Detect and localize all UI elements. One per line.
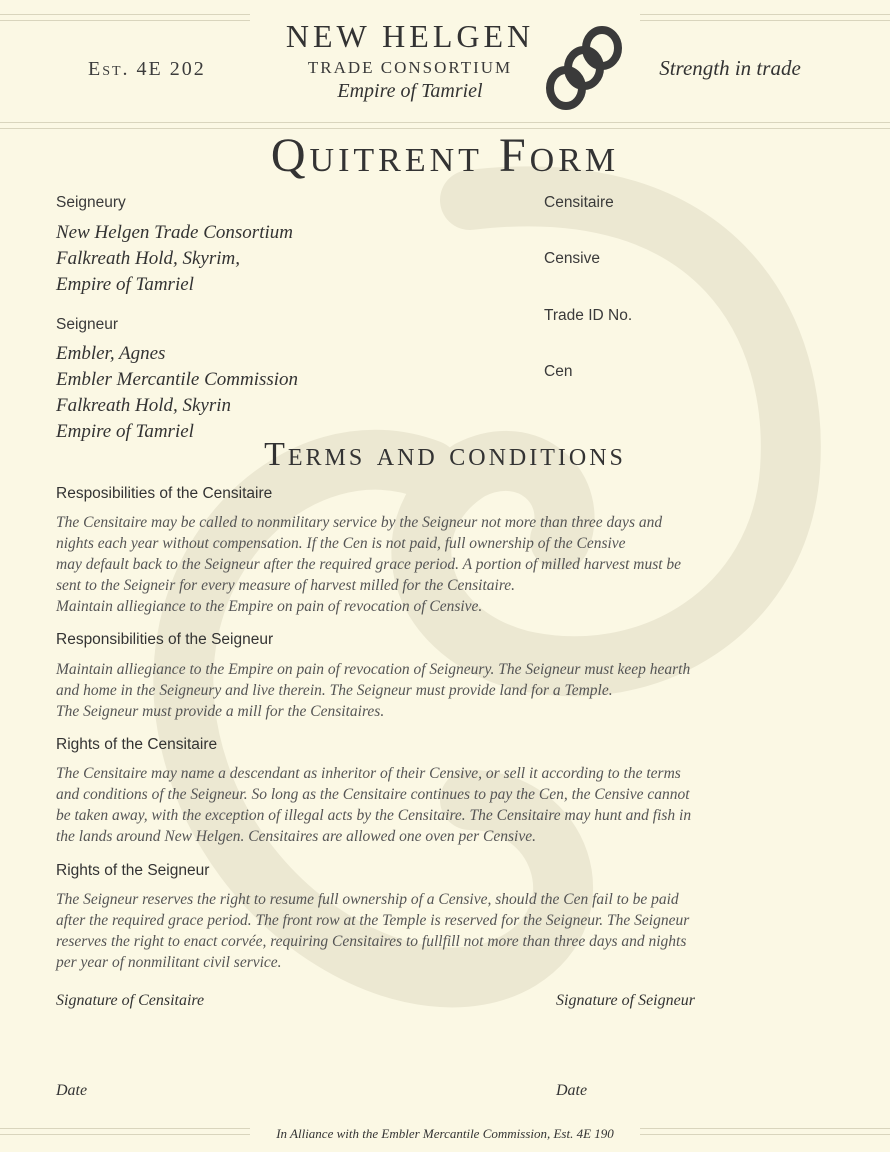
- seigneur-address: [56, 341, 298, 445]
- body-line: and home in the Seigneury and live therein. The Seigneur must provide land for a Temple.: [56, 682, 613, 699]
- body-line: may default back to the Seigneur after the required grace period. A portion of milled harvest must be: [56, 556, 682, 573]
- body-line: Maintain alliegiance to the Empire on pain of revocation of Seigneury. The Seigneur must keep hearth: [56, 661, 691, 678]
- censitaire-label: Censitaire: [544, 194, 614, 211]
- section-heading: Rights of the Seigneur: [56, 862, 210, 879]
- body-line: sent to the Seigneir for every measure of harvest milled for the Censitaire.: [56, 577, 516, 594]
- section-body: [56, 659, 816, 722]
- address-line: Empire of Tamriel: [56, 274, 194, 295]
- established-text: Est. 4E 202: [88, 58, 206, 80]
- address-line: Falkreath Hold, Skyrim,: [56, 248, 240, 269]
- organization-empire: Empire of Tamriel: [337, 80, 483, 102]
- chain-links-icon: [544, 22, 624, 112]
- section-heading: Responsibilities of the Seigneur: [56, 631, 274, 648]
- signature-seigneur-label: Signature of Seigneur: [556, 992, 695, 1009]
- body-line: after the required grace period. The front row at the Temple is reserved for the Seigneur. The Seigneur: [56, 912, 690, 929]
- body-line: reserves the right to enact corvée, requiring Censitaires to fullfill not more than three days and nights: [56, 933, 687, 950]
- seigneur-label: Seigneur: [56, 316, 119, 333]
- trade-id-label: Trade ID No.: [544, 307, 633, 324]
- body-line: the lands around New Helgen. Censitaires are allowed one oven per Censive.: [56, 828, 536, 845]
- organization-subtitle: TRADE CONSORTIUM: [307, 58, 513, 77]
- motto: Strength in trade: [659, 56, 801, 80]
- date-censitaire-label: Date: [56, 1082, 88, 1099]
- body-line: The Seigneur reserves the right to resume full ownership of a Censive, should the Cen fail to be paid: [56, 891, 679, 908]
- address-line: Falkreath Hold, Skyrin: [56, 395, 232, 416]
- seigneury-address: [56, 220, 293, 298]
- address-line: Empire of Tamriel: [56, 421, 194, 442]
- header-rule: [0, 20, 250, 21]
- footer-text: In Alliance with the Embler Mercantile Commission, Est. 4E 190: [276, 1126, 614, 1141]
- body-line: Maintain alliegiance to the Empire on pain of revocation of Censive.: [56, 598, 483, 615]
- section-body: [56, 763, 816, 847]
- body-line: The Censitaire may name a descendant as inheritor of their Censive, or sell it according to the terms: [56, 765, 681, 782]
- body-line: be taken away, with the exception of illegal acts by the Censitaire. The Censitaire may hunt and fish in: [56, 807, 692, 824]
- body-line: and conditions of the Seigneur. So long as the Censitaire continues to pay the Cen, the Censive cannot: [56, 786, 690, 803]
- section-body: [56, 889, 816, 973]
- body-line: per year of nonmilitant civil service.: [56, 954, 282, 971]
- address-line: Embler Mercantile Commission: [56, 369, 299, 390]
- signature-censitaire-label: Signature of Censitaire: [56, 992, 205, 1009]
- body-line: The Seigneur must provide a mill for the Censitaires.: [56, 703, 385, 720]
- header-rule: [640, 14, 890, 15]
- organization-name: NEW HELGEN: [285, 18, 535, 54]
- terms-heading: Terms and conditions: [264, 436, 626, 473]
- header-rule: [640, 20, 890, 21]
- body-line: nights each year without compensation. If the Cen is not paid, full ownership of the Censive: [56, 535, 626, 552]
- cen-label: Cen: [544, 363, 573, 380]
- header-rule: [0, 14, 250, 15]
- section-heading: Resposibilities of the Censitaire: [56, 485, 273, 502]
- section-body: [56, 512, 816, 617]
- censive-label: Censive: [544, 250, 600, 267]
- address-line: Embler, Agnes: [56, 343, 166, 364]
- form-title: Quitrent Form: [270, 129, 620, 182]
- seigneury-label: Seigneury: [56, 194, 126, 211]
- section-heading: Rights of the Censitaire: [56, 736, 218, 753]
- header-rule: [0, 122, 890, 123]
- body-line: The Censitaire may be called to nonmilitary service by the Seigneur not more than three days and: [56, 514, 663, 531]
- address-line: New Helgen Trade Consortium: [56, 222, 293, 243]
- date-seigneur-label: Date: [556, 1082, 588, 1099]
